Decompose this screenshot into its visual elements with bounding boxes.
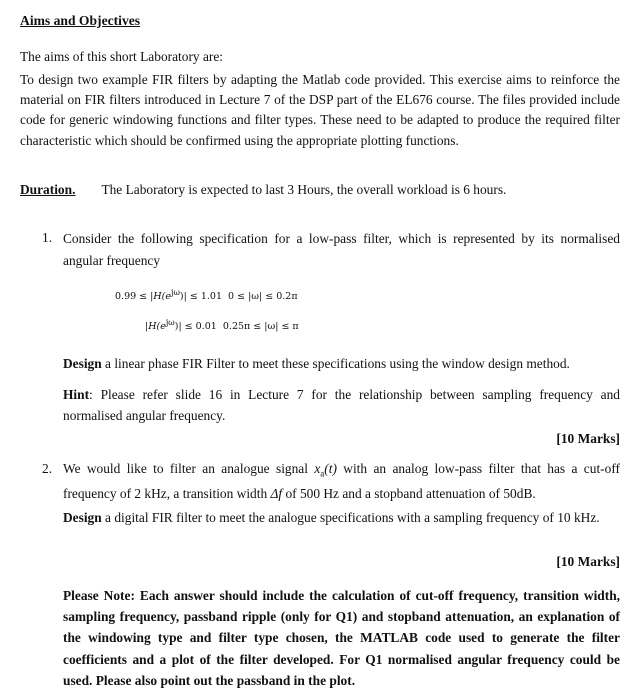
eq1-sup: jω <box>171 288 180 297</box>
eq2-range: 0.25π ≤ |ω| ≤ π <box>222 321 299 333</box>
q1-hint-label: Hint <box>63 387 90 402</box>
q1-marks: [10 Marks] <box>556 431 620 446</box>
intro-text: The aims of this short Laboratory are: <box>20 49 224 64</box>
please-note: Please Note: Each answer should include the calculation of cut-off frequency, transition width, sampling frequency, passband ripple (only for Q1) and stopband attenuation, an explanation of the windowing type and filter type chosen, the MATLAB code used to generate the filter coefficients and a plot of the filter developed. For Q1 normalised angular frequency could be used. Please also point out the passband in the plot. <box>63 588 620 688</box>
duration-text: The Laboratory is expected to last 3 Hours, the overall workload is 6 hours. <box>101 182 507 197</box>
q1-design-line <box>63 353 620 375</box>
eq2-expr: |H(e <box>145 321 166 333</box>
q1-equation-passband <box>115 288 298 302</box>
q1-hint <box>63 385 620 426</box>
q2-text-a: We would like to filter an analogue signal <box>63 461 315 476</box>
q1-text: Consider the following specification for a low-pass filter, which is represented by its normalised angular frequency <box>63 231 620 268</box>
duration-line <box>20 180 506 200</box>
eq2-close: )| <box>174 321 182 333</box>
q2-design-text: a digital FIR filter to meet the analogue specifications with a sampling frequency of 10 kHz. <box>101 509 600 525</box>
eq1-close: )| <box>179 291 187 303</box>
q2-signal-sub: a <box>320 468 325 479</box>
q2-number: 2. <box>42 461 53 476</box>
eq1-range: 0 ≤ |ω| ≤ 0.2π <box>228 291 298 303</box>
q2-text <box>63 459 620 530</box>
q2-design-label: Design <box>63 509 102 525</box>
q1-number: 1. <box>42 230 53 245</box>
eq2-bound: ≤ 0.01 <box>184 321 217 333</box>
duration-label: Duration. <box>20 182 76 197</box>
q2-signal-var: x <box>314 461 321 476</box>
aims-paragraph: To design two example FIR filters by adapting the Matlab code provided. This exercise aims to reinforce the material on FIR filters introduced in Lecture 7 of the DSP part of the EL676 course. The files provided include code for generic windowing functions and filter types. These need to be adapted to produce the required filter characteristic which should be confirmed using the appropriate plotting functions. <box>20 72 620 148</box>
q2-marks: [10 Marks] <box>556 554 620 569</box>
q2-delta-f: Δf <box>270 486 283 502</box>
q1-equation-stopband <box>145 318 299 332</box>
q1-design-label: Design <box>63 356 102 371</box>
eq2-sup: jω <box>165 318 175 327</box>
q2-text-c: of 500 Hz and a stopband attenuation of 50dB. <box>282 486 536 502</box>
page-title: Aims and Objectives <box>20 13 141 28</box>
q1-hint-text: : Please refer slide 16 in Lecture 7 for the relationship between sampling frequency and normalised angular frequency. <box>63 387 620 423</box>
q2-signal-arg: (t) <box>324 461 337 476</box>
eq1-bound: ≤ 1.01 <box>189 291 222 303</box>
eq1-lower: 0.99 ≤ <box>115 291 148 303</box>
q1-design-text: a linear phase FIR Filter to meet these specifications using the window design method. <box>101 356 570 371</box>
eq1-expr: |H(e <box>150 291 171 303</box>
q2-text-b: with an analog low-pass filter that has a cut-off frequency of 2 kHz, a transition width <box>63 461 620 502</box>
